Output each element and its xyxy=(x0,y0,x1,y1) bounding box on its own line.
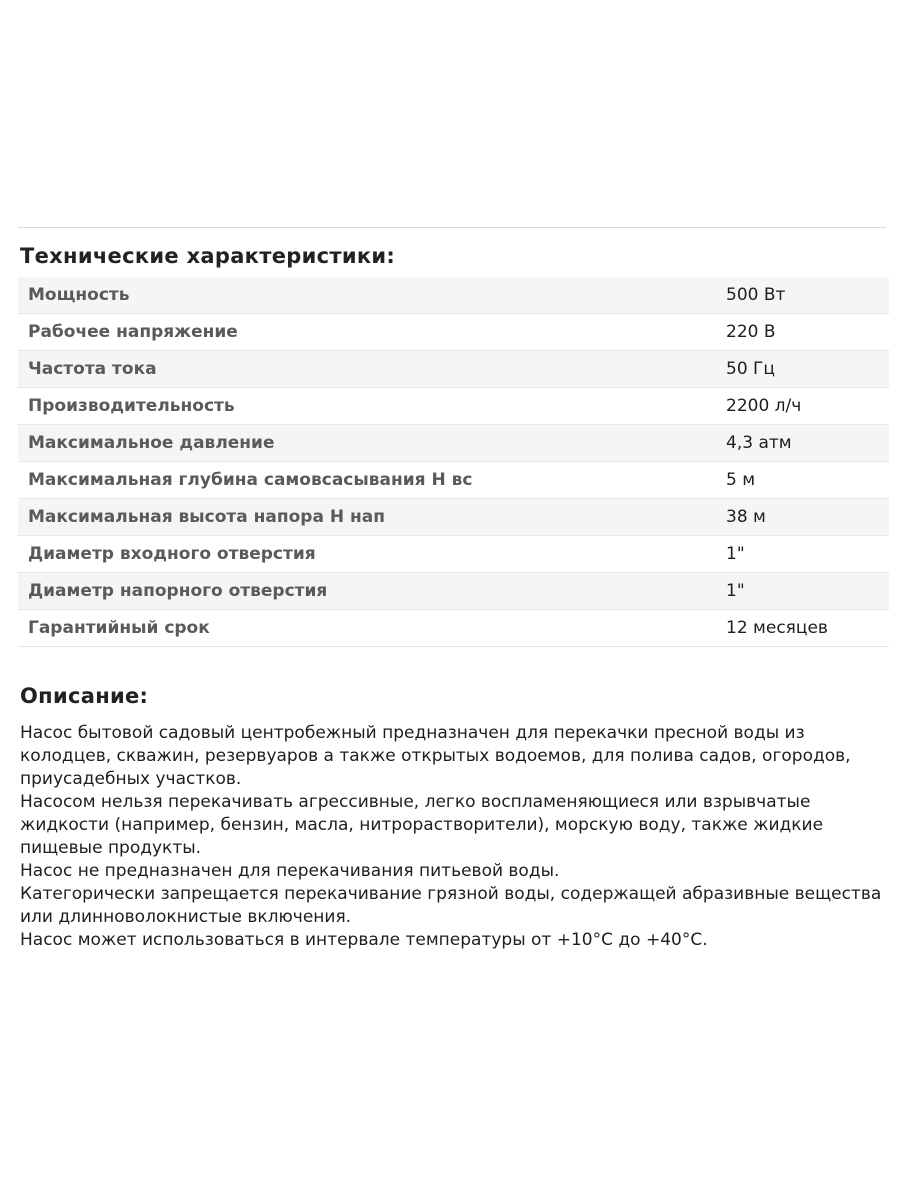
description-paragraph: Насосом нельзя перекачивать агрессивные, легко воспламеняющиеся или взрывчатые жидкости (например, бензин, масла, нитрорастворители), морскую воду, также жидкие пищевые продукты. xyxy=(20,792,824,858)
table-row xyxy=(18,462,889,499)
top-divider xyxy=(18,227,886,228)
spec-value: 220 В xyxy=(726,314,889,351)
table-row xyxy=(18,499,889,536)
spec-value: 4,3 атм xyxy=(726,425,889,462)
spec-param: Максимальная высота напора H нап xyxy=(18,499,726,536)
table-row xyxy=(18,573,889,610)
description-body xyxy=(20,722,890,952)
spec-param: Гарантийный срок xyxy=(18,610,726,647)
description-paragraph: Насос не предназначен для перекачивания питьевой воды. xyxy=(20,861,560,881)
spec-param: Частота тока xyxy=(18,351,726,388)
spec-param: Диаметр напорного отверстия xyxy=(18,573,726,610)
specs-table xyxy=(18,277,889,647)
spec-value: 12 месяцев xyxy=(726,610,889,647)
spec-value: 1" xyxy=(726,573,889,610)
table-row xyxy=(18,314,889,351)
spec-value: 38 м xyxy=(726,499,889,536)
spec-value: 5 м xyxy=(726,462,889,499)
description-paragraph: Категорически запрещается перекачивание грязной воды, содержащей абразивные вещества или длинноволокнистые включения. xyxy=(20,884,882,927)
spec-value: 2200 л/ч xyxy=(726,388,889,425)
table-row xyxy=(18,388,889,425)
spec-param: Рабочее напряжение xyxy=(18,314,726,351)
spec-param: Мощность xyxy=(18,277,726,314)
description-paragraph: Насос бытовой садовый центробежный предназначен для перекачки пресной воды из колодцев, скважин, резервуаров а также открытых водоемов, для полива садов, огородов, приусадебных участков. xyxy=(20,723,851,789)
description-paragraph: Насос может использоваться в интервале температуры от +10°С до +40°С. xyxy=(20,930,708,950)
spec-value: 1" xyxy=(726,536,889,573)
spec-param: Производительность xyxy=(18,388,726,425)
table-row xyxy=(18,536,889,573)
specs-title: Технические характеристики: xyxy=(20,244,396,268)
spec-param: Максимальная глубина самовсасывания H вс xyxy=(18,462,726,499)
spec-value: 50 Гц xyxy=(726,351,889,388)
spec-param: Максимальное давление xyxy=(18,425,726,462)
table-row xyxy=(18,425,889,462)
table-row xyxy=(18,351,889,388)
description-title: Описание: xyxy=(20,684,149,708)
spec-value: 500 Вт xyxy=(726,277,889,314)
table-row xyxy=(18,277,889,314)
table-row xyxy=(18,610,889,647)
spec-param: Диаметр входного отверстия xyxy=(18,536,726,573)
